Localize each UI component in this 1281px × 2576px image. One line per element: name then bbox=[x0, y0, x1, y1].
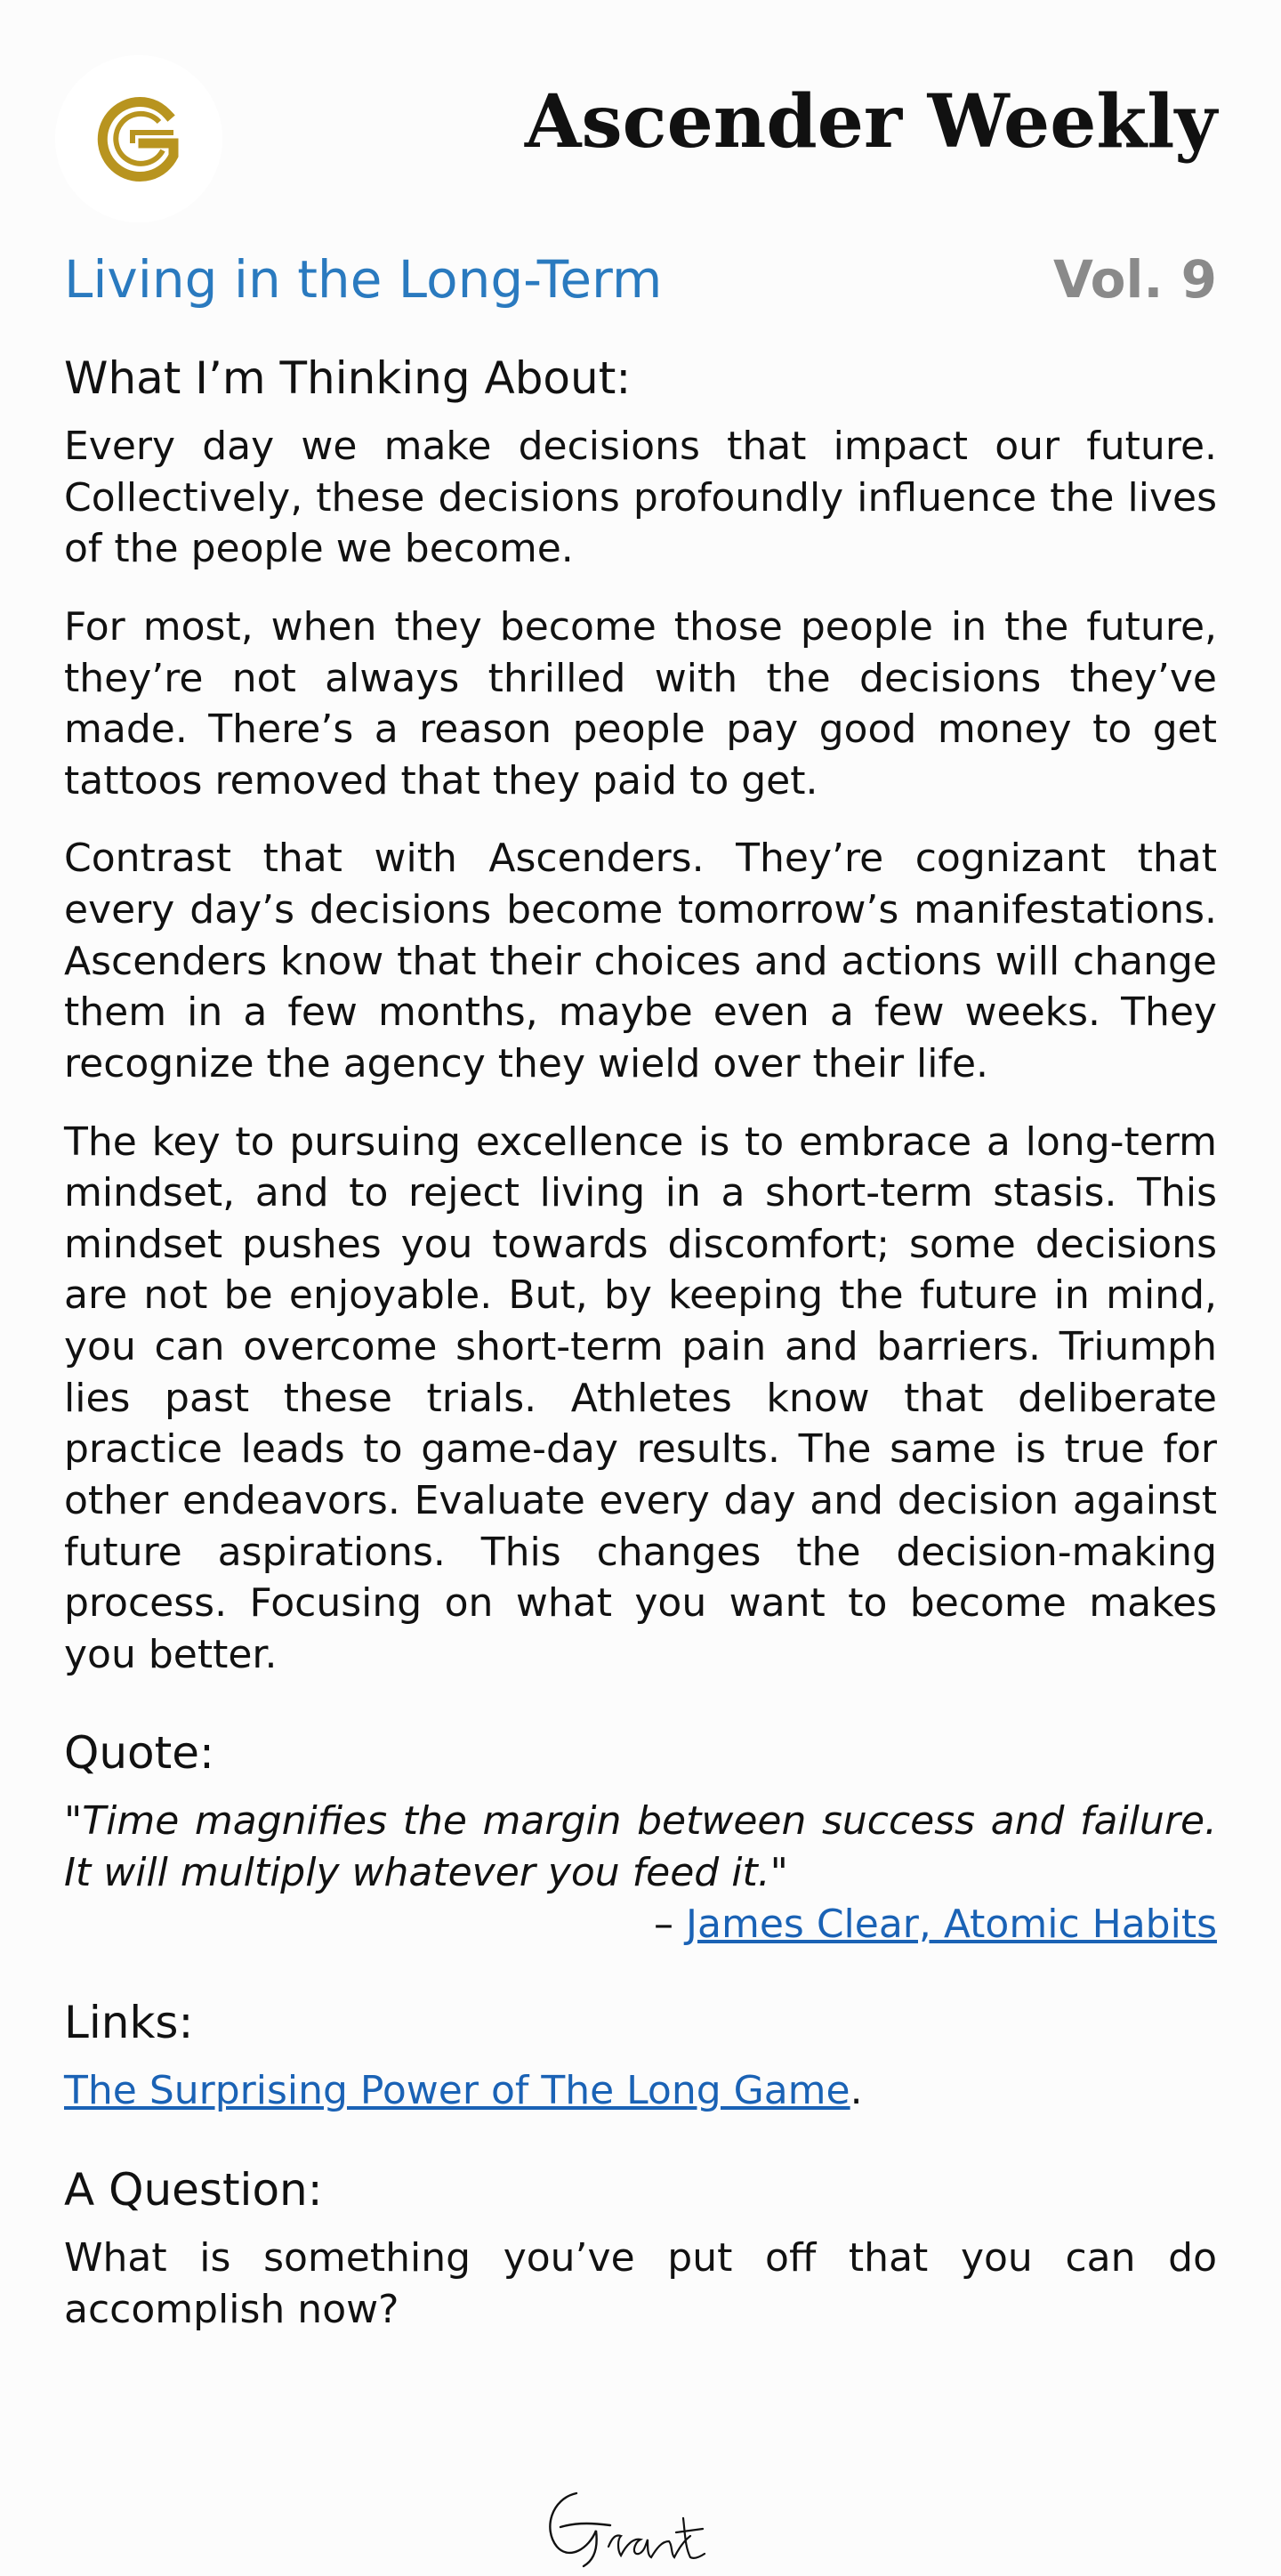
attribution-dash: – bbox=[654, 1901, 687, 1947]
thinking-paragraph: Every day we make decisions that impact our future. Collectively, these decisions profoundly influence the lives of the people we become. bbox=[64, 424, 1217, 572]
quote-text: "Time magnifies the margin between success and failure. It will multiply whatever you feed it." bbox=[64, 1798, 1217, 1895]
thinking-heading: What I’m Thinking About: bbox=[64, 352, 632, 404]
links-section bbox=[64, 1996, 1217, 2117]
volume-number: Vol. 9 bbox=[1052, 249, 1217, 310]
question-text: What is something you’ve put off that you can do accomplish now? bbox=[64, 2234, 1217, 2332]
thinking-section bbox=[64, 351, 1217, 1680]
g-monogram-logo-icon bbox=[81, 81, 197, 197]
newsletter-title: Ascender Weekly bbox=[524, 79, 1217, 165]
quote-section bbox=[64, 1726, 1217, 1950]
question-section bbox=[64, 2163, 1217, 2335]
issue-headline: Living in the Long-Term bbox=[64, 249, 663, 310]
thinking-paragraph: The key to pursuing excellence is to embrace a long-term mindset, and to reject living in a short-term stasis. This mindset pushes you towards discomfort; some decisions are not be enjoyable. But, by keeping the future in mind, you can overcome short-term pain and barriers. Triumph lies past these trials. Athletes know that deliberate practice leads to game-day results. The same is true for other endeavors. Evaluate every day and decision against future aspirations. This changes the decision-making process. Focusing on what you want to become makes you better. bbox=[64, 1118, 1217, 1677]
newsletter-body bbox=[64, 351, 1217, 2362]
thinking-paragraph: Contrast that with Ascenders. They’re cognizant that every day’s decisions become tomorrow’s manifestations. Ascenders know that their choices and actions will change them in a few months, maybe even a few weeks. They recognize the agency they wield over their life. bbox=[64, 836, 1217, 1086]
quote-attribution bbox=[64, 1899, 1217, 1950]
headline-row bbox=[64, 249, 1217, 320]
logo bbox=[55, 55, 222, 222]
thinking-paragraph: For most, when they become those people in the future, they’re not always thrilled with the decisions they’ve made. There’s a reason people pay good money to get tattoos removed that they paid to get. bbox=[64, 603, 1217, 803]
links-heading: Links: bbox=[64, 1997, 194, 2049]
handwritten-signature bbox=[534, 2474, 747, 2572]
link-suffix: . bbox=[850, 2068, 863, 2114]
quote-heading: Quote: bbox=[64, 1727, 214, 1780]
attribution-link[interactable]: James Clear, Atomic Habits bbox=[686, 1901, 1217, 1947]
link-item bbox=[64, 2065, 1217, 2117]
question-heading: A Question: bbox=[64, 2163, 323, 2216]
long-game-link[interactable]: The Surprising Power of The Long Game bbox=[64, 2068, 850, 2114]
